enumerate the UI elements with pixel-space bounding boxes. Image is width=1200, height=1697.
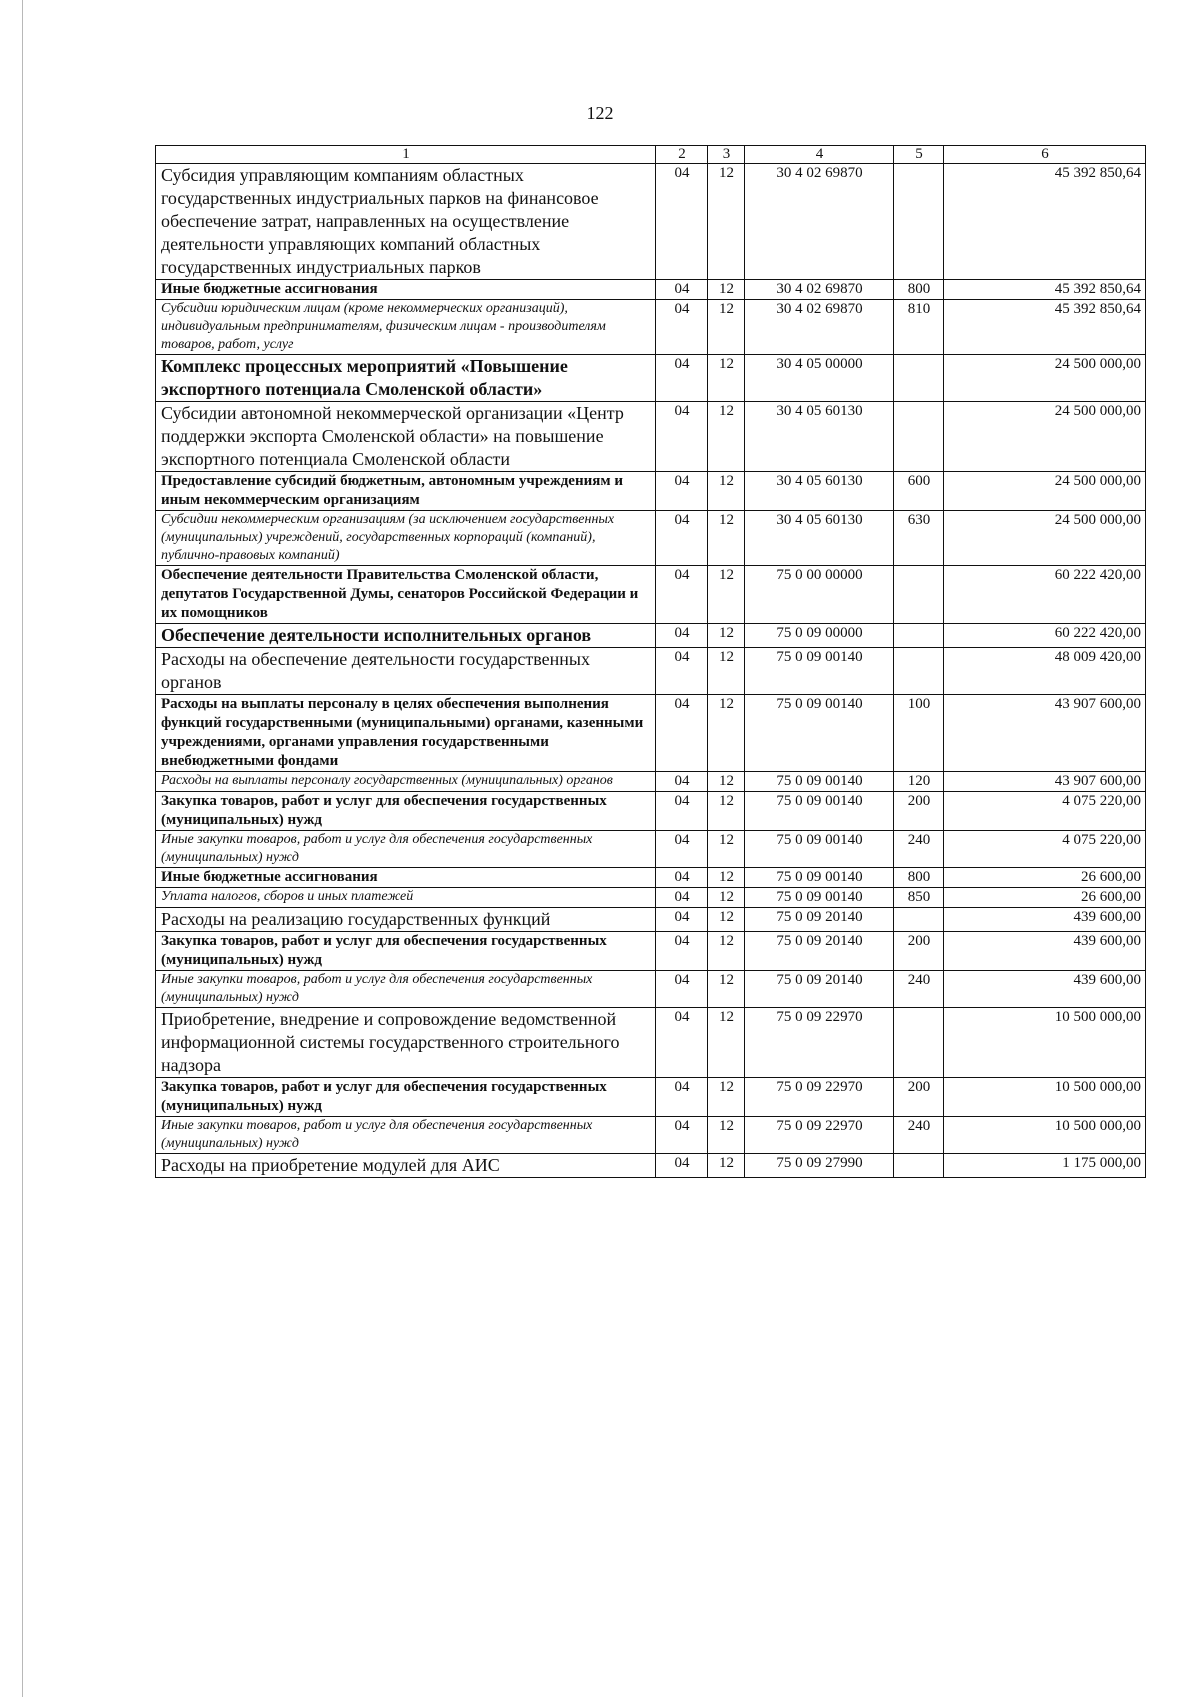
- scan-edge-line: [22, 0, 23, 1697]
- row-expense-type-cell: [894, 1008, 944, 1078]
- row-name-cell: Иные закупки товаров, работ и услуг для обеспечения государственных (муниципальных) нужд: [156, 831, 656, 868]
- row-subsection-cell: 12: [708, 1117, 745, 1154]
- row-target-code-cell: 75 0 09 22970: [745, 1008, 894, 1078]
- row-subsection-cell: 12: [708, 164, 745, 280]
- table-row: [156, 695, 1146, 772]
- row-subsection-cell: 12: [708, 908, 745, 932]
- row-name-cell: Уплата налогов, сборов и иных платежей: [156, 888, 656, 908]
- table-row: [156, 280, 1146, 300]
- table-row: [156, 472, 1146, 511]
- header-col-2: 2: [656, 146, 708, 164]
- row-amount-cell: 24 500 000,00: [944, 511, 1146, 566]
- row-amount-cell: 48 009 420,00: [944, 648, 1146, 695]
- row-target-code-cell: 30 4 05 60130: [745, 402, 894, 472]
- row-name-cell: Комплекс процессных мероприятий «Повышение экспортного потенциала Смоленской области»: [156, 355, 656, 402]
- row-name-cell: Иные закупки товаров, работ и услуг для обеспечения государственных (муниципальных) нужд: [156, 1117, 656, 1154]
- row-target-code-cell: 75 0 09 00140: [745, 648, 894, 695]
- row-target-code-cell: 75 0 00 00000: [745, 566, 894, 624]
- row-subsection-cell: 12: [708, 1154, 745, 1178]
- row-section-cell: 04: [656, 772, 708, 792]
- row-section-cell: 04: [656, 280, 708, 300]
- header-col-5: 5: [894, 146, 944, 164]
- row-expense-type-cell: 810: [894, 300, 944, 355]
- table-row: [156, 831, 1146, 868]
- row-target-code-cell: 75 0 09 20140: [745, 932, 894, 971]
- row-expense-type-cell: 200: [894, 932, 944, 971]
- row-subsection-cell: 12: [708, 1008, 745, 1078]
- row-section-cell: 04: [656, 1078, 708, 1117]
- row-name-cell: Расходы на приобретение модулей для АИС: [156, 1154, 656, 1178]
- row-section-cell: 04: [656, 624, 708, 648]
- row-section-cell: 04: [656, 971, 708, 1008]
- row-name-cell: Предоставление субсидий бюджетным, автономным учреждениям и иным некоммерческим организациям: [156, 472, 656, 511]
- row-target-code-cell: 75 0 09 00140: [745, 888, 894, 908]
- row-subsection-cell: 12: [708, 402, 745, 472]
- table-row: [156, 566, 1146, 624]
- table-row: [156, 164, 1146, 280]
- row-amount-cell: 45 392 850,64: [944, 300, 1146, 355]
- row-subsection-cell: 12: [708, 472, 745, 511]
- row-amount-cell: 4 075 220,00: [944, 792, 1146, 831]
- row-amount-cell: 439 600,00: [944, 971, 1146, 1008]
- row-expense-type-cell: [894, 1154, 944, 1178]
- row-name-cell: Закупка товаров, работ и услуг для обеспечения государственных (муниципальных) нужд: [156, 1078, 656, 1117]
- row-section-cell: 04: [656, 300, 708, 355]
- row-name-cell: Закупка товаров, работ и услуг для обеспечения государственных (муниципальных) нужд: [156, 792, 656, 831]
- row-amount-cell: 10 500 000,00: [944, 1008, 1146, 1078]
- table-row: [156, 402, 1146, 472]
- row-section-cell: 04: [656, 932, 708, 971]
- row-target-code-cell: 75 0 09 00140: [745, 772, 894, 792]
- header-col-3: 3: [708, 146, 745, 164]
- row-target-code-cell: 30 4 05 60130: [745, 511, 894, 566]
- table-row: [156, 648, 1146, 695]
- row-name-cell: Иные бюджетные ассигнования: [156, 868, 656, 888]
- row-name-cell: Субсидии юридическим лицам (кроме некоммерческих организаций), индивидуальным предпринимателям, физическим лицам - производителям товаров, работ, услуг: [156, 300, 656, 355]
- row-expense-type-cell: [894, 402, 944, 472]
- row-name-cell: Закупка товаров, работ и услуг для обеспечения государственных (муниципальных) нужд: [156, 932, 656, 971]
- row-section-cell: 04: [656, 1154, 708, 1178]
- row-expense-type-cell: 200: [894, 1078, 944, 1117]
- row-subsection-cell: 12: [708, 624, 745, 648]
- row-name-cell: Расходы на выплаты персоналу государственных (муниципальных) органов: [156, 772, 656, 792]
- row-amount-cell: 439 600,00: [944, 908, 1146, 932]
- row-section-cell: 04: [656, 511, 708, 566]
- row-expense-type-cell: [894, 624, 944, 648]
- row-name-cell: Субсидии некоммерческим организациям (за исключением государственных (муниципальных) учреждений, государственных корпораций (компаний), публично-правовых компаний): [156, 511, 656, 566]
- row-subsection-cell: 12: [708, 566, 745, 624]
- row-target-code-cell: 75 0 09 22970: [745, 1078, 894, 1117]
- row-expense-type-cell: [894, 908, 944, 932]
- table-row: [156, 888, 1146, 908]
- row-amount-cell: 45 392 850,64: [944, 280, 1146, 300]
- row-expense-type-cell: 200: [894, 792, 944, 831]
- row-name-cell: Иные бюджетные ассигнования: [156, 280, 656, 300]
- row-name-cell: Расходы на обеспечение деятельности государственных органов: [156, 648, 656, 695]
- row-expense-type-cell: 240: [894, 1117, 944, 1154]
- row-subsection-cell: 12: [708, 868, 745, 888]
- row-subsection-cell: 12: [708, 511, 745, 566]
- row-subsection-cell: 12: [708, 772, 745, 792]
- row-subsection-cell: 12: [708, 888, 745, 908]
- row-expense-type-cell: [894, 648, 944, 695]
- header-col-6: 6: [944, 146, 1146, 164]
- table-row: [156, 772, 1146, 792]
- row-subsection-cell: 12: [708, 932, 745, 971]
- row-amount-cell: 43 907 600,00: [944, 695, 1146, 772]
- row-subsection-cell: 12: [708, 280, 745, 300]
- row-name-cell: Расходы на реализацию государственных функций: [156, 908, 656, 932]
- row-name-cell: Обеспечение деятельности Правительства Смоленской области, депутатов Государственной Думы, сенаторов Российской Федерации и их помощников: [156, 566, 656, 624]
- row-expense-type-cell: 120: [894, 772, 944, 792]
- row-expense-type-cell: 240: [894, 971, 944, 1008]
- row-section-cell: 04: [656, 695, 708, 772]
- row-amount-cell: 439 600,00: [944, 932, 1146, 971]
- row-section-cell: 04: [656, 888, 708, 908]
- row-expense-type-cell: 850: [894, 888, 944, 908]
- row-target-code-cell: 75 0 09 00140: [745, 792, 894, 831]
- header-col-1: 1: [156, 146, 656, 164]
- row-amount-cell: 24 500 000,00: [944, 355, 1146, 402]
- row-target-code-cell: 75 0 09 00140: [745, 831, 894, 868]
- table-row: [156, 1008, 1146, 1078]
- row-target-code-cell: 30 4 02 69870: [745, 300, 894, 355]
- row-expense-type-cell: [894, 164, 944, 280]
- budget-table: [155, 145, 1146, 1178]
- row-amount-cell: 10 500 000,00: [944, 1078, 1146, 1117]
- row-amount-cell: 10 500 000,00: [944, 1117, 1146, 1154]
- row-amount-cell: 24 500 000,00: [944, 402, 1146, 472]
- row-section-cell: 04: [656, 648, 708, 695]
- table-row: [156, 624, 1146, 648]
- table-body: [156, 164, 1146, 1178]
- row-subsection-cell: 12: [708, 695, 745, 772]
- row-name-cell: Субсидии автономной некоммерческой организации «Центр поддержки экспорта Смоленской области» на повышение экспортного потенциала Смоленской области: [156, 402, 656, 472]
- row-section-cell: 04: [656, 1117, 708, 1154]
- table-row: [156, 1154, 1146, 1178]
- row-target-code-cell: 30 4 02 69870: [745, 164, 894, 280]
- row-name-cell: Расходы на выплаты персоналу в целях обеспечения выполнения функций государственными (муниципальными) органами, казенными учреждениями, органами управления государственными внебюджетными фондами: [156, 695, 656, 772]
- row-subsection-cell: 12: [708, 1078, 745, 1117]
- page-number: 122: [586, 103, 614, 123]
- row-name-cell: Приобретение, внедрение и сопровождение ведомственной информационной системы государственного строительного надзора: [156, 1008, 656, 1078]
- row-section-cell: 04: [656, 792, 708, 831]
- row-amount-cell: 43 907 600,00: [944, 772, 1146, 792]
- table-row: [156, 300, 1146, 355]
- row-section-cell: 04: [656, 402, 708, 472]
- row-name-cell: Обеспечение деятельности исполнительных органов: [156, 624, 656, 648]
- row-amount-cell: 4 075 220,00: [944, 831, 1146, 868]
- header-row: [156, 146, 1146, 164]
- row-subsection-cell: 12: [708, 831, 745, 868]
- row-subsection-cell: 12: [708, 971, 745, 1008]
- row-amount-cell: 60 222 420,00: [944, 566, 1146, 624]
- row-section-cell: 04: [656, 908, 708, 932]
- row-amount-cell: 60 222 420,00: [944, 624, 1146, 648]
- row-amount-cell: 45 392 850,64: [944, 164, 1146, 280]
- row-expense-type-cell: 800: [894, 868, 944, 888]
- row-target-code-cell: 75 0 09 20140: [745, 908, 894, 932]
- row-subsection-cell: 12: [708, 355, 745, 402]
- row-amount-cell: 1 175 000,00: [944, 1154, 1146, 1178]
- row-expense-type-cell: 630: [894, 511, 944, 566]
- row-expense-type-cell: 800: [894, 280, 944, 300]
- row-section-cell: 04: [656, 831, 708, 868]
- row-section-cell: 04: [656, 355, 708, 402]
- row-target-code-cell: 30 4 02 69870: [745, 280, 894, 300]
- table-row: [156, 971, 1146, 1008]
- row-section-cell: 04: [656, 164, 708, 280]
- table-row: [156, 355, 1146, 402]
- row-subsection-cell: 12: [708, 300, 745, 355]
- row-target-code-cell: 75 0 09 00140: [745, 868, 894, 888]
- row-target-code-cell: 75 0 09 00000: [745, 624, 894, 648]
- row-subsection-cell: 12: [708, 648, 745, 695]
- row-target-code-cell: 30 4 05 00000: [745, 355, 894, 402]
- row-expense-type-cell: [894, 566, 944, 624]
- row-expense-type-cell: 600: [894, 472, 944, 511]
- table-row: [156, 1078, 1146, 1117]
- row-target-code-cell: 75 0 09 20140: [745, 971, 894, 1008]
- row-target-code-cell: 75 0 09 22970: [745, 1117, 894, 1154]
- row-expense-type-cell: 240: [894, 831, 944, 868]
- row-section-cell: 04: [656, 1008, 708, 1078]
- row-section-cell: 04: [656, 868, 708, 888]
- row-expense-type-cell: 100: [894, 695, 944, 772]
- table-row: [156, 511, 1146, 566]
- table-row: [156, 1117, 1146, 1154]
- row-amount-cell: 26 600,00: [944, 868, 1146, 888]
- row-name-cell: Субсидия управляющим компаниям областных государственных индустриальных парков на финансовое обеспечение затрат, направленных на осуществление деятельности управляющих компаний областных государственных индустриальных парков: [156, 164, 656, 280]
- row-section-cell: 04: [656, 472, 708, 511]
- row-target-code-cell: 75 0 09 00140: [745, 695, 894, 772]
- row-target-code-cell: 75 0 09 27990: [745, 1154, 894, 1178]
- row-target-code-cell: 30 4 05 60130: [745, 472, 894, 511]
- row-name-cell: Иные закупки товаров, работ и услуг для обеспечения государственных (муниципальных) нужд: [156, 971, 656, 1008]
- table-row: [156, 868, 1146, 888]
- header-col-4: 4: [745, 146, 894, 164]
- row-section-cell: 04: [656, 566, 708, 624]
- table-row: [156, 908, 1146, 932]
- row-expense-type-cell: [894, 355, 944, 402]
- row-amount-cell: 26 600,00: [944, 888, 1146, 908]
- row-amount-cell: 24 500 000,00: [944, 472, 1146, 511]
- table-row: [156, 792, 1146, 831]
- table-row: [156, 932, 1146, 971]
- row-subsection-cell: 12: [708, 792, 745, 831]
